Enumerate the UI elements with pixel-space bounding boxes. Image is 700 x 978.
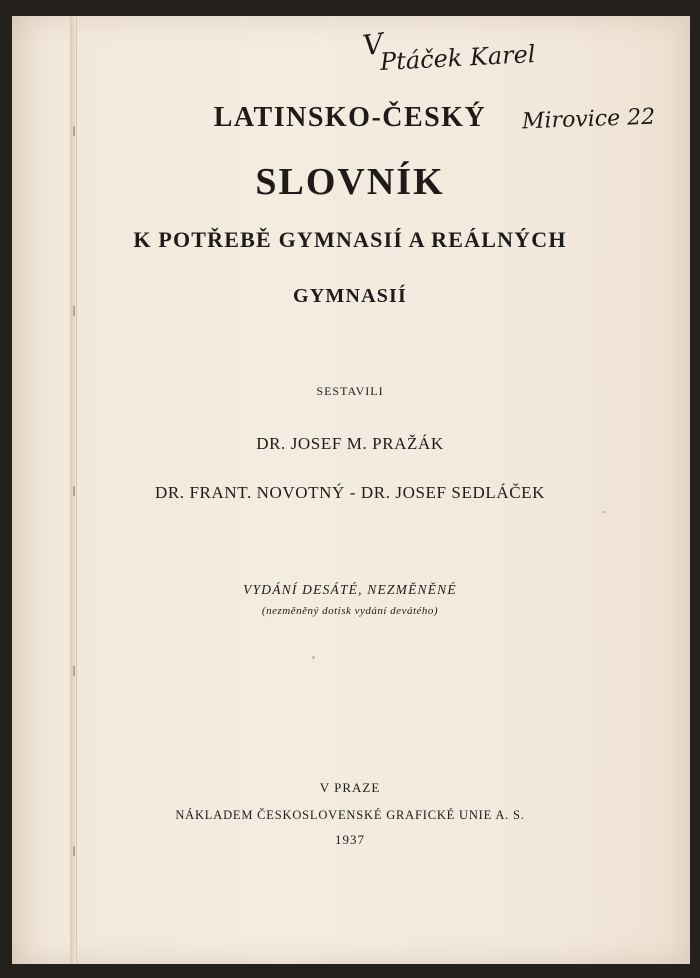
binding-stitch <box>73 666 75 676</box>
imprint-place: V PRAZE <box>319 780 381 795</box>
handwritten-checkmark: V <box>360 26 386 63</box>
authors-label: SESTAVILI <box>316 384 384 398</box>
handwritten-owner-address: Mirovice 22 <box>521 104 656 135</box>
author-line-1: DR. JOSEF M. PRAŽÁK <box>256 434 444 453</box>
edition-statement: VYDÁNÍ DESÁTÉ, NEZMĚNĚNÉ <box>243 582 457 597</box>
handwritten-owner-name: Ptáček Karel <box>379 39 537 77</box>
subtitle-line-2: GYMNASIÍ <box>292 285 408 307</box>
paper-speck <box>602 511 606 513</box>
imprint-publisher: NÁKLADEM ČESKOSLOVENSKÉ GRAFICKÉ UNIE A. S. <box>175 808 525 822</box>
title-line-1: LATINSKO-ČESKÝ <box>213 102 487 133</box>
subtitle-line-1: K POTŘEBĚ GYMNASIÍ A REÁLNÝCH <box>133 227 567 252</box>
title-main: SLOVNÍK <box>255 161 445 203</box>
author-line-2: DR. FRANT. NOVOTNÝ - DR. JOSEF SEDLÁČEK <box>154 483 546 502</box>
edition-note: (nezměněný dotisk vydání devátého) <box>261 605 439 617</box>
imprint-year: 1937 <box>335 832 365 847</box>
paper-speck <box>312 656 315 659</box>
